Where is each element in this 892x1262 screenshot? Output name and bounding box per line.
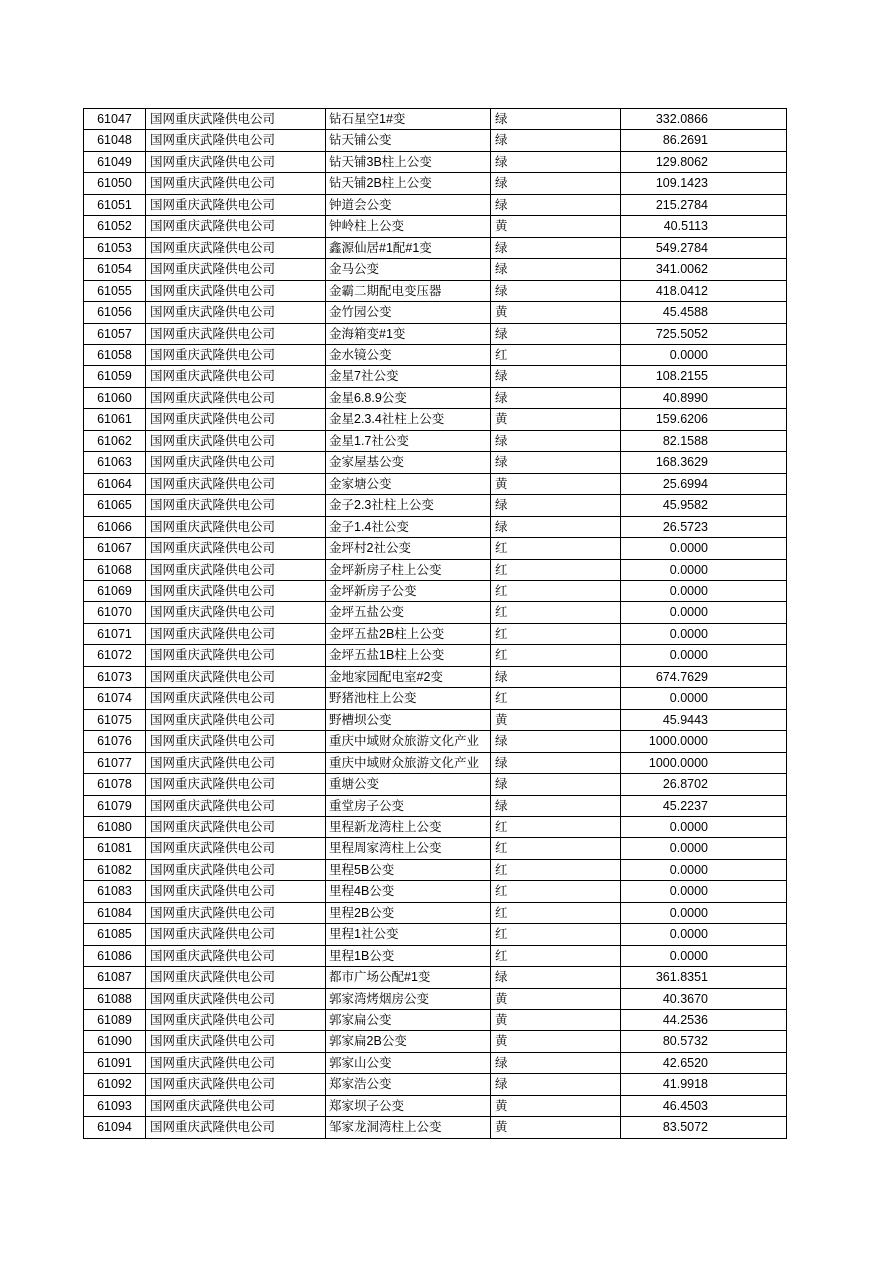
company-cell[interactable]: 国网重庆武隆供电公司 xyxy=(146,151,326,172)
value-cell[interactable]: 674.7629 xyxy=(621,666,787,687)
value-cell[interactable]: 418.0412 xyxy=(621,280,787,301)
transformer-name-cell[interactable]: 金星1.7社公变 xyxy=(326,430,491,451)
transformer-name-cell[interactable]: 重堂房子公变 xyxy=(326,795,491,816)
row-id-cell[interactable]: 61062 xyxy=(84,430,146,451)
value-cell[interactable]: 45.9582 xyxy=(621,495,787,516)
status-cell[interactable]: 黄 xyxy=(491,409,621,430)
company-cell[interactable]: 国网重庆武隆供电公司 xyxy=(146,1010,326,1031)
company-cell[interactable]: 国网重庆武隆供电公司 xyxy=(146,130,326,151)
table-row xyxy=(84,344,787,365)
row-id-cell[interactable]: 61089 xyxy=(84,1010,146,1031)
row-id-cell[interactable]: 61082 xyxy=(84,859,146,880)
table-row xyxy=(84,194,787,215)
status-cell[interactable]: 绿 xyxy=(491,237,621,258)
transformer-name-cell[interactable]: 钻天铺公变 xyxy=(326,130,491,151)
company-cell[interactable]: 国网重庆武隆供电公司 xyxy=(146,902,326,923)
status-cell[interactable]: 绿 xyxy=(491,1074,621,1095)
value-cell[interactable]: 0.0000 xyxy=(621,902,787,923)
transformer-name-cell[interactable]: 郭家扁2B公变 xyxy=(326,1031,491,1052)
value-cell[interactable]: 0.0000 xyxy=(621,559,787,580)
table-row xyxy=(84,1010,787,1031)
transformer-name-cell[interactable]: 郑家坝子公变 xyxy=(326,1095,491,1116)
table-row xyxy=(84,988,787,1009)
company-cell[interactable]: 国网重庆武隆供电公司 xyxy=(146,666,326,687)
company-cell[interactable]: 国网重庆武隆供电公司 xyxy=(146,1052,326,1073)
value-cell[interactable]: 40.5113 xyxy=(621,216,787,237)
table-row xyxy=(84,709,787,730)
company-cell[interactable]: 国网重庆武隆供电公司 xyxy=(146,645,326,666)
transformer-name-cell[interactable]: 金子2.3社柱上公变 xyxy=(326,495,491,516)
transformer-name-cell[interactable]: 金星2.3.4社柱上公变 xyxy=(326,409,491,430)
status-cell[interactable]: 黄 xyxy=(491,709,621,730)
company-cell[interactable]: 国网重庆武隆供电公司 xyxy=(146,1117,326,1138)
transformer-name-cell[interactable]: 里程5B公变 xyxy=(326,859,491,880)
status-cell[interactable]: 绿 xyxy=(491,366,621,387)
row-id-cell[interactable]: 61090 xyxy=(84,1031,146,1052)
value-cell[interactable]: 26.8702 xyxy=(621,774,787,795)
row-id-cell[interactable]: 61088 xyxy=(84,988,146,1009)
row-id-cell[interactable]: 61083 xyxy=(84,881,146,902)
status-cell[interactable]: 红 xyxy=(491,816,621,837)
transformer-name-cell[interactable]: 钻石星空1#变 xyxy=(326,109,491,130)
status-cell[interactable]: 红 xyxy=(491,902,621,923)
status-cell[interactable]: 红 xyxy=(491,838,621,859)
table-row xyxy=(84,1074,787,1095)
transformer-name-cell[interactable]: 金马公变 xyxy=(326,259,491,280)
table-row xyxy=(84,280,787,301)
table-row xyxy=(84,580,787,601)
row-id-cell[interactable]: 61073 xyxy=(84,666,146,687)
row-id-cell[interactable]: 61092 xyxy=(84,1074,146,1095)
company-cell[interactable]: 国网重庆武隆供电公司 xyxy=(146,280,326,301)
table-row xyxy=(84,130,787,151)
value-cell[interactable]: 0.0000 xyxy=(621,623,787,644)
status-cell[interactable]: 绿 xyxy=(491,967,621,988)
table-row xyxy=(84,538,787,559)
status-cell[interactable]: 红 xyxy=(491,559,621,580)
table-row xyxy=(84,816,787,837)
table-row xyxy=(84,495,787,516)
row-id-cell[interactable]: 61079 xyxy=(84,795,146,816)
status-cell[interactable]: 红 xyxy=(491,344,621,365)
transformer-name-cell[interactable]: 野槽坝公变 xyxy=(326,709,491,730)
table-row xyxy=(84,173,787,194)
table-row xyxy=(84,216,787,237)
transformer-name-cell[interactable]: 里程1B公变 xyxy=(326,945,491,966)
status-cell[interactable]: 红 xyxy=(491,538,621,559)
company-cell[interactable]: 国网重庆武隆供电公司 xyxy=(146,945,326,966)
row-id-cell[interactable]: 61059 xyxy=(84,366,146,387)
table-row xyxy=(84,731,787,752)
transformer-name-cell[interactable]: 野猪池柱上公变 xyxy=(326,688,491,709)
company-cell[interactable]: 国网重庆武隆供电公司 xyxy=(146,731,326,752)
value-cell[interactable]: 0.0000 xyxy=(621,838,787,859)
value-cell[interactable]: 0.0000 xyxy=(621,816,787,837)
status-cell[interactable]: 黄 xyxy=(491,216,621,237)
company-cell[interactable]: 国网重庆武隆供电公司 xyxy=(146,623,326,644)
transformer-name-cell[interactable]: 金子1.4社公变 xyxy=(326,516,491,537)
value-cell[interactable]: 549.2784 xyxy=(621,237,787,258)
row-id-cell[interactable]: 61057 xyxy=(84,323,146,344)
status-cell[interactable]: 绿 xyxy=(491,731,621,752)
company-cell[interactable]: 国网重庆武隆供电公司 xyxy=(146,344,326,365)
table-row xyxy=(84,151,787,172)
table-row xyxy=(84,473,787,494)
row-id-cell[interactable]: 61075 xyxy=(84,709,146,730)
value-cell[interactable]: 80.5732 xyxy=(621,1031,787,1052)
status-cell[interactable]: 红 xyxy=(491,945,621,966)
table-row xyxy=(84,452,787,473)
value-cell[interactable]: 332.0866 xyxy=(621,109,787,130)
value-cell[interactable]: 86.2691 xyxy=(621,130,787,151)
status-cell[interactable]: 黄 xyxy=(491,1010,621,1031)
company-cell[interactable]: 国网重庆武隆供电公司 xyxy=(146,473,326,494)
status-cell[interactable]: 红 xyxy=(491,580,621,601)
transformer-name-cell[interactable]: 金家屋基公变 xyxy=(326,452,491,473)
table-row xyxy=(84,967,787,988)
row-id-cell[interactable]: 61051 xyxy=(84,194,146,215)
status-cell[interactable]: 绿 xyxy=(491,752,621,773)
transformer-name-cell[interactable]: 金坪新房子公变 xyxy=(326,580,491,601)
company-cell[interactable]: 国网重庆武隆供电公司 xyxy=(146,816,326,837)
row-id-cell[interactable]: 61084 xyxy=(84,902,146,923)
company-cell[interactable]: 国网重庆武隆供电公司 xyxy=(146,1095,326,1116)
table-row xyxy=(84,623,787,644)
row-id-cell[interactable]: 61068 xyxy=(84,559,146,580)
row-id-cell[interactable]: 61086 xyxy=(84,945,146,966)
transformer-name-cell[interactable]: 钟岭柱上公变 xyxy=(326,216,491,237)
company-cell[interactable]: 国网重庆武隆供电公司 xyxy=(146,559,326,580)
transformer-name-cell[interactable]: 金海箱变#1变 xyxy=(326,323,491,344)
company-cell[interactable]: 国网重庆武隆供电公司 xyxy=(146,323,326,344)
company-cell[interactable]: 国网重庆武隆供电公司 xyxy=(146,988,326,1009)
table-row xyxy=(84,259,787,280)
status-cell[interactable]: 绿 xyxy=(491,495,621,516)
company-cell[interactable]: 国网重庆武隆供电公司 xyxy=(146,774,326,795)
row-id-cell[interactable]: 61061 xyxy=(84,409,146,430)
table-row xyxy=(84,795,787,816)
value-cell[interactable]: 41.9918 xyxy=(621,1074,787,1095)
value-cell[interactable]: 42.6520 xyxy=(621,1052,787,1073)
status-cell[interactable]: 绿 xyxy=(491,516,621,537)
row-id-cell[interactable]: 61093 xyxy=(84,1095,146,1116)
transformer-name-cell[interactable]: 郭家湾烤烟房公变 xyxy=(326,988,491,1009)
transformer-name-cell[interactable]: 金坪五盐2B柱上公变 xyxy=(326,623,491,644)
company-cell[interactable]: 国网重庆武隆供电公司 xyxy=(146,452,326,473)
company-cell[interactable]: 国网重庆武隆供电公司 xyxy=(146,237,326,258)
transformer-name-cell[interactable]: 郑家浩公变 xyxy=(326,1074,491,1095)
company-cell[interactable]: 国网重庆武隆供电公司 xyxy=(146,495,326,516)
table-row xyxy=(84,688,787,709)
transformer-name-cell[interactable]: 金地家园配电室#2变 xyxy=(326,666,491,687)
value-cell[interactable]: 25.6994 xyxy=(621,473,787,494)
value-cell[interactable]: 0.0000 xyxy=(621,645,787,666)
table-row xyxy=(84,774,787,795)
row-id-cell[interactable]: 61072 xyxy=(84,645,146,666)
value-cell[interactable]: 0.0000 xyxy=(621,602,787,623)
company-cell[interactable]: 国网重庆武隆供电公司 xyxy=(146,1074,326,1095)
transformer-name-cell[interactable]: 金星7社公变 xyxy=(326,366,491,387)
value-cell[interactable]: 0.0000 xyxy=(621,881,787,902)
table-row xyxy=(84,1031,787,1052)
transformer-name-cell[interactable]: 金竹园公变 xyxy=(326,302,491,323)
status-cell[interactable]: 绿 xyxy=(491,173,621,194)
status-cell[interactable]: 红 xyxy=(491,881,621,902)
value-cell[interactable]: 361.8351 xyxy=(621,967,787,988)
row-id-cell[interactable]: 61063 xyxy=(84,452,146,473)
row-id-cell[interactable]: 61070 xyxy=(84,602,146,623)
status-cell[interactable]: 绿 xyxy=(491,259,621,280)
row-id-cell[interactable]: 61077 xyxy=(84,752,146,773)
transformer-name-cell[interactable]: 重塘公变 xyxy=(326,774,491,795)
status-cell[interactable]: 绿 xyxy=(491,280,621,301)
transformer-name-cell[interactable]: 钟道会公变 xyxy=(326,194,491,215)
table-row xyxy=(84,881,787,902)
transformer-name-cell[interactable]: 金坪村2社公变 xyxy=(326,538,491,559)
status-cell[interactable]: 黄 xyxy=(491,1031,621,1052)
transformer-name-cell[interactable]: 钻天铺2B柱上公变 xyxy=(326,173,491,194)
table-row xyxy=(84,602,787,623)
value-cell[interactable]: 0.0000 xyxy=(621,924,787,945)
table-row xyxy=(84,109,787,130)
row-id-cell[interactable]: 61055 xyxy=(84,280,146,301)
company-cell[interactable]: 国网重庆武隆供电公司 xyxy=(146,173,326,194)
value-cell[interactable]: 129.8062 xyxy=(621,151,787,172)
company-cell[interactable]: 国网重庆武隆供电公司 xyxy=(146,859,326,880)
table-row xyxy=(84,409,787,430)
status-cell[interactable]: 绿 xyxy=(491,109,621,130)
value-cell[interactable]: 1000.0000 xyxy=(621,752,787,773)
company-cell[interactable]: 国网重庆武隆供电公司 xyxy=(146,1031,326,1052)
status-cell[interactable]: 红 xyxy=(491,859,621,880)
status-cell[interactable]: 绿 xyxy=(491,774,621,795)
value-cell[interactable]: 0.0000 xyxy=(621,580,787,601)
status-cell[interactable]: 红 xyxy=(491,688,621,709)
table-row xyxy=(84,1052,787,1073)
value-cell[interactable]: 0.0000 xyxy=(621,945,787,966)
table-row xyxy=(84,237,787,258)
status-cell[interactable]: 绿 xyxy=(491,151,621,172)
table-row xyxy=(84,366,787,387)
status-cell[interactable]: 绿 xyxy=(491,430,621,451)
value-cell[interactable]: 44.2536 xyxy=(621,1010,787,1031)
transformer-name-cell[interactable]: 邹家龙洞湾柱上公变 xyxy=(326,1117,491,1138)
transformer-name-cell[interactable]: 郭家扁公变 xyxy=(326,1010,491,1031)
company-cell[interactable]: 国网重庆武隆供电公司 xyxy=(146,109,326,130)
status-cell[interactable]: 绿 xyxy=(491,387,621,408)
transformer-name-cell[interactable]: 里程1社公变 xyxy=(326,924,491,945)
company-cell[interactable]: 国网重庆武隆供电公司 xyxy=(146,688,326,709)
row-id-cell[interactable]: 61056 xyxy=(84,302,146,323)
status-cell[interactable]: 黄 xyxy=(491,473,621,494)
value-cell[interactable]: 0.0000 xyxy=(621,859,787,880)
status-cell[interactable]: 红 xyxy=(491,623,621,644)
company-cell[interactable]: 国网重庆武隆供电公司 xyxy=(146,709,326,730)
company-cell[interactable]: 国网重庆武隆供电公司 xyxy=(146,838,326,859)
table-row xyxy=(84,859,787,880)
status-cell[interactable]: 红 xyxy=(491,645,621,666)
transformer-table-body xyxy=(84,109,787,1139)
table-row xyxy=(84,1117,787,1138)
value-cell[interactable]: 215.2784 xyxy=(621,194,787,215)
table-row xyxy=(84,924,787,945)
row-id-cell[interactable]: 61067 xyxy=(84,538,146,559)
row-id-cell[interactable]: 61087 xyxy=(84,967,146,988)
table-row xyxy=(84,516,787,537)
company-cell[interactable]: 国网重庆武隆供电公司 xyxy=(146,516,326,537)
transformer-name-cell[interactable]: 金坪新房子柱上公变 xyxy=(326,559,491,580)
value-cell[interactable]: 40.8990 xyxy=(621,387,787,408)
row-id-cell[interactable]: 61078 xyxy=(84,774,146,795)
company-cell[interactable]: 国网重庆武隆供电公司 xyxy=(146,538,326,559)
row-id-cell[interactable]: 61048 xyxy=(84,130,146,151)
status-cell[interactable]: 红 xyxy=(491,924,621,945)
company-cell[interactable]: 国网重庆武隆供电公司 xyxy=(146,194,326,215)
table-row xyxy=(84,902,787,923)
value-cell[interactable]: 0.0000 xyxy=(621,688,787,709)
table-row xyxy=(84,838,787,859)
table-row xyxy=(84,302,787,323)
row-id-cell[interactable]: 61085 xyxy=(84,924,146,945)
row-id-cell[interactable]: 61054 xyxy=(84,259,146,280)
table-row xyxy=(84,323,787,344)
company-cell[interactable]: 国网重庆武隆供电公司 xyxy=(146,430,326,451)
status-cell[interactable]: 绿 xyxy=(491,795,621,816)
value-cell[interactable]: 46.4503 xyxy=(621,1095,787,1116)
row-id-cell[interactable]: 61050 xyxy=(84,173,146,194)
transformer-name-cell[interactable]: 重庆中域财众旅游文化产业 xyxy=(326,731,491,752)
status-cell[interactable]: 红 xyxy=(491,602,621,623)
value-cell[interactable]: 26.5723 xyxy=(621,516,787,537)
status-cell[interactable]: 绿 xyxy=(491,194,621,215)
transformer-name-cell[interactable]: 金坪五盐公变 xyxy=(326,602,491,623)
value-cell[interactable]: 108.2155 xyxy=(621,366,787,387)
company-cell[interactable]: 国网重庆武隆供电公司 xyxy=(146,216,326,237)
company-cell[interactable]: 国网重庆武隆供电公司 xyxy=(146,752,326,773)
row-id-cell[interactable]: 61076 xyxy=(84,731,146,752)
value-cell[interactable]: 725.5052 xyxy=(621,323,787,344)
value-cell[interactable]: 109.1423 xyxy=(621,173,787,194)
company-cell[interactable]: 国网重庆武隆供电公司 xyxy=(146,366,326,387)
transformer-name-cell[interactable]: 金家塘公变 xyxy=(326,473,491,494)
value-cell[interactable]: 45.2237 xyxy=(621,795,787,816)
row-id-cell[interactable]: 61052 xyxy=(84,216,146,237)
transformer-name-cell[interactable]: 里程新龙湾柱上公变 xyxy=(326,816,491,837)
transformer-name-cell[interactable]: 金星6.8.9公变 xyxy=(326,387,491,408)
status-cell[interactable]: 绿 xyxy=(491,452,621,473)
value-cell[interactable]: 0.0000 xyxy=(621,538,787,559)
row-id-cell[interactable]: 61069 xyxy=(84,580,146,601)
company-cell[interactable]: 国网重庆武隆供电公司 xyxy=(146,795,326,816)
value-cell[interactable]: 159.6206 xyxy=(621,409,787,430)
transformer-name-cell[interactable]: 里程2B公变 xyxy=(326,902,491,923)
company-cell[interactable]: 国网重庆武隆供电公司 xyxy=(146,881,326,902)
table-row xyxy=(84,645,787,666)
transformer-name-cell[interactable]: 钻天铺3B柱上公变 xyxy=(326,151,491,172)
value-cell[interactable]: 82.1588 xyxy=(621,430,787,451)
transformer-name-cell[interactable]: 重庆中域财众旅游文化产业 xyxy=(326,752,491,773)
status-cell[interactable]: 黄 xyxy=(491,988,621,1009)
value-cell[interactable]: 1000.0000 xyxy=(621,731,787,752)
transformer-name-cell[interactable]: 鑫源仙居#1配#1变 xyxy=(326,237,491,258)
transformer-name-cell[interactable]: 都市广场公配#1变 xyxy=(326,967,491,988)
status-cell[interactable]: 黄 xyxy=(491,302,621,323)
status-cell[interactable]: 绿 xyxy=(491,130,621,151)
row-id-cell[interactable]: 61081 xyxy=(84,838,146,859)
company-cell[interactable]: 国网重庆武隆供电公司 xyxy=(146,580,326,601)
transformer-name-cell[interactable]: 里程周家湾柱上公变 xyxy=(326,838,491,859)
status-cell[interactable]: 绿 xyxy=(491,1052,621,1073)
value-cell[interactable]: 45.4588 xyxy=(621,302,787,323)
row-id-cell[interactable]: 61064 xyxy=(84,473,146,494)
company-cell[interactable]: 国网重庆武隆供电公司 xyxy=(146,924,326,945)
row-id-cell[interactable]: 61053 xyxy=(84,237,146,258)
transformer-name-cell[interactable]: 金水镜公变 xyxy=(326,344,491,365)
transformer-name-cell[interactable]: 金霸二期配电变压器 xyxy=(326,280,491,301)
status-cell[interactable]: 绿 xyxy=(491,666,621,687)
company-cell[interactable]: 国网重庆武隆供电公司 xyxy=(146,602,326,623)
value-cell[interactable]: 45.9443 xyxy=(621,709,787,730)
row-id-cell[interactable]: 61080 xyxy=(84,816,146,837)
transformer-name-cell[interactable]: 郭家山公变 xyxy=(326,1052,491,1073)
row-id-cell[interactable]: 61071 xyxy=(84,623,146,644)
transformer-name-cell[interactable]: 里程4B公变 xyxy=(326,881,491,902)
table-row xyxy=(84,666,787,687)
table-row xyxy=(84,1095,787,1116)
status-cell[interactable]: 黄 xyxy=(491,1095,621,1116)
row-id-cell[interactable]: 61094 xyxy=(84,1117,146,1138)
transformer-table xyxy=(83,108,787,1139)
row-id-cell[interactable]: 61091 xyxy=(84,1052,146,1073)
row-id-cell[interactable]: 61065 xyxy=(84,495,146,516)
row-id-cell[interactable]: 61049 xyxy=(84,151,146,172)
company-cell[interactable]: 国网重庆武隆供电公司 xyxy=(146,302,326,323)
value-cell[interactable]: 168.3629 xyxy=(621,452,787,473)
transformer-name-cell[interactable]: 金坪五盐1B柱上公变 xyxy=(326,645,491,666)
row-id-cell[interactable]: 61066 xyxy=(84,516,146,537)
value-cell[interactable]: 0.0000 xyxy=(621,344,787,365)
value-cell[interactable]: 83.5072 xyxy=(621,1117,787,1138)
table-row xyxy=(84,430,787,451)
table-row xyxy=(84,559,787,580)
table-row xyxy=(84,752,787,773)
row-id-cell[interactable]: 61047 xyxy=(84,109,146,130)
row-id-cell[interactable]: 61060 xyxy=(84,387,146,408)
table-row xyxy=(84,945,787,966)
value-cell[interactable]: 341.0062 xyxy=(621,259,787,280)
value-cell[interactable]: 40.3670 xyxy=(621,988,787,1009)
row-id-cell[interactable]: 61058 xyxy=(84,344,146,365)
company-cell[interactable]: 国网重庆武隆供电公司 xyxy=(146,967,326,988)
table-row xyxy=(84,387,787,408)
company-cell[interactable]: 国网重庆武隆供电公司 xyxy=(146,259,326,280)
status-cell[interactable]: 绿 xyxy=(491,323,621,344)
company-cell[interactable]: 国网重庆武隆供电公司 xyxy=(146,387,326,408)
status-cell[interactable]: 黄 xyxy=(491,1117,621,1138)
row-id-cell[interactable]: 61074 xyxy=(84,688,146,709)
company-cell[interactable]: 国网重庆武隆供电公司 xyxy=(146,409,326,430)
